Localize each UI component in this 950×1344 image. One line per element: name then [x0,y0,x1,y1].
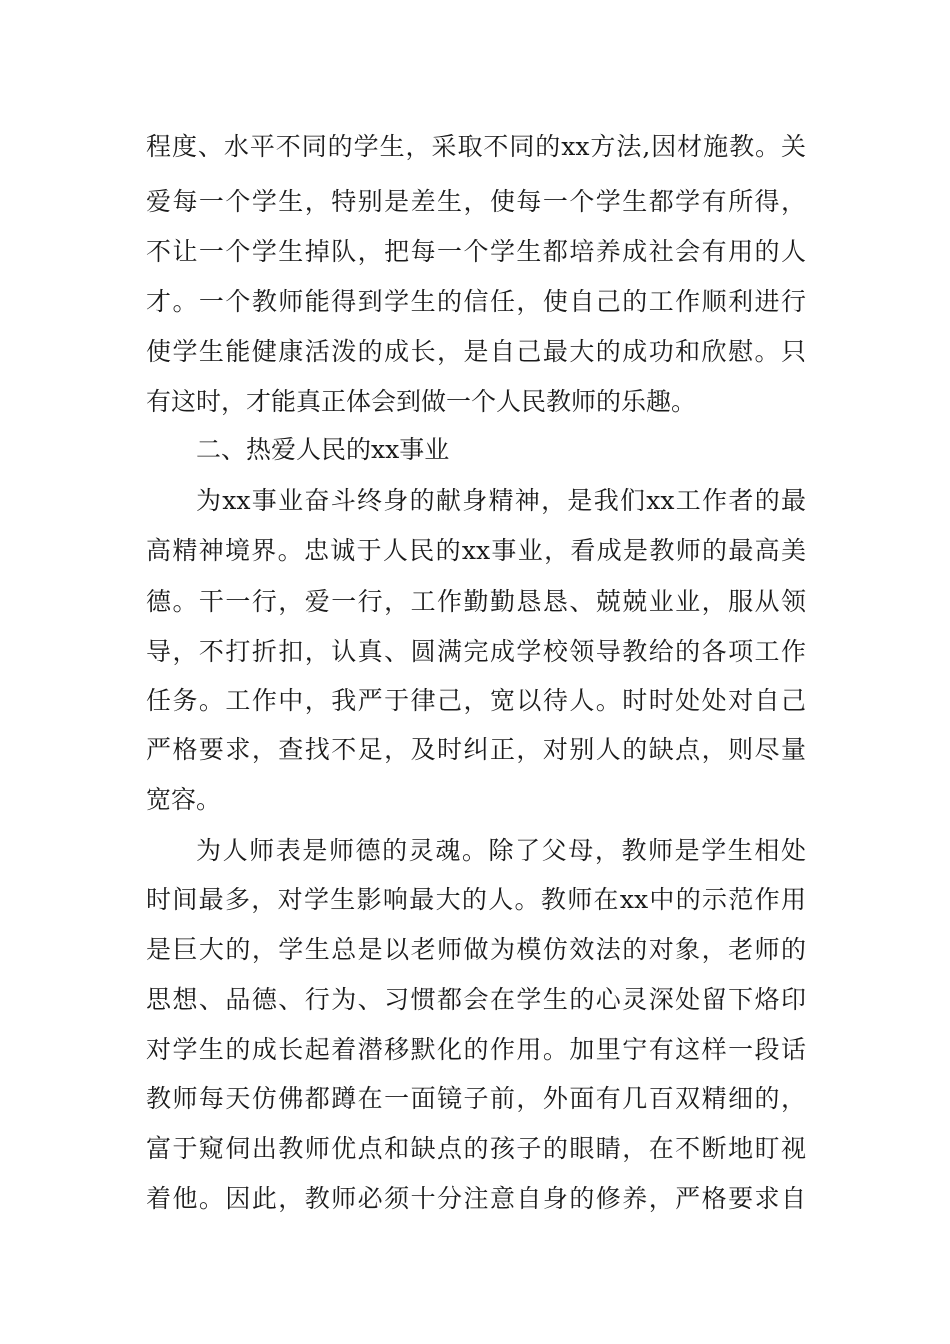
text-line: 时间最多，对学生影响最大的人。教师在xx中的示范作用 [146,885,806,914]
text-line: 为xx事业奋斗终身的献身精神，是我们xx工作者的最 [196,486,806,515]
text-line: 思想、品德、行为、习惯都会在学生的心灵深处留下烙印 [146,985,806,1014]
text-line: 富于窥伺出教师优点和缺点的孩子的眼睛，在不断地盯视 [146,1134,806,1163]
section-heading: 二、热爱人民的xx事业 [196,435,450,464]
text-line: 爱每一个学生，特别是差生，使每一个学生都学有所得， [146,187,806,216]
text-line: 有这时，才能真正体会到做一个人民教师的乐趣。 [146,387,697,416]
text-line: 使学生能健康活泼的成长，是自己最大的成功和欣慰。只 [146,337,806,366]
text-line: 宽容。 [146,785,222,814]
text-line: 严格要求，查找不足，及时纠正，对别人的缺点，则尽量 [146,735,806,764]
text-line: 导，不打折扣，认真、圆满完成学校领导教给的各项工作 [146,637,806,666]
text-line: 才。一个教师能得到学生的信任，使自己的工作顺利进行 [146,287,806,316]
text-line: 程度、水平不同的学生，采取不同的xx方法,因材施教。关 [146,132,806,161]
text-line: 为人师表是师德的灵魂。除了父母，教师是学生相处 [196,836,806,865]
text-line: 教师每天仿佛都蹲在一面镜子前，外面有几百双精细的， [146,1084,806,1113]
text-line: 高精神境界。忠诚于人民的xx事业，看成是教师的最高美 [146,536,806,565]
text-line: 任务。工作中，我严于律己，宽以待人。时时处处对自己 [146,686,806,715]
text-line: 不让一个学生掉队，把每一个学生都培养成社会有用的人 [146,237,806,266]
text-line: 对学生的成长起着潜移默化的作用。加里宁有这样一段话 [146,1035,806,1064]
text-line: 德。干一行，爱一行，工作勤勤恳恳、兢兢业业，服从领 [146,587,806,616]
text-line: 是巨大的，学生总是以老师做为模仿效法的对象，老师的 [146,935,806,964]
text-line: 着他。因此，教师必须十分注意自身的修养，严格要求自 [146,1184,806,1213]
